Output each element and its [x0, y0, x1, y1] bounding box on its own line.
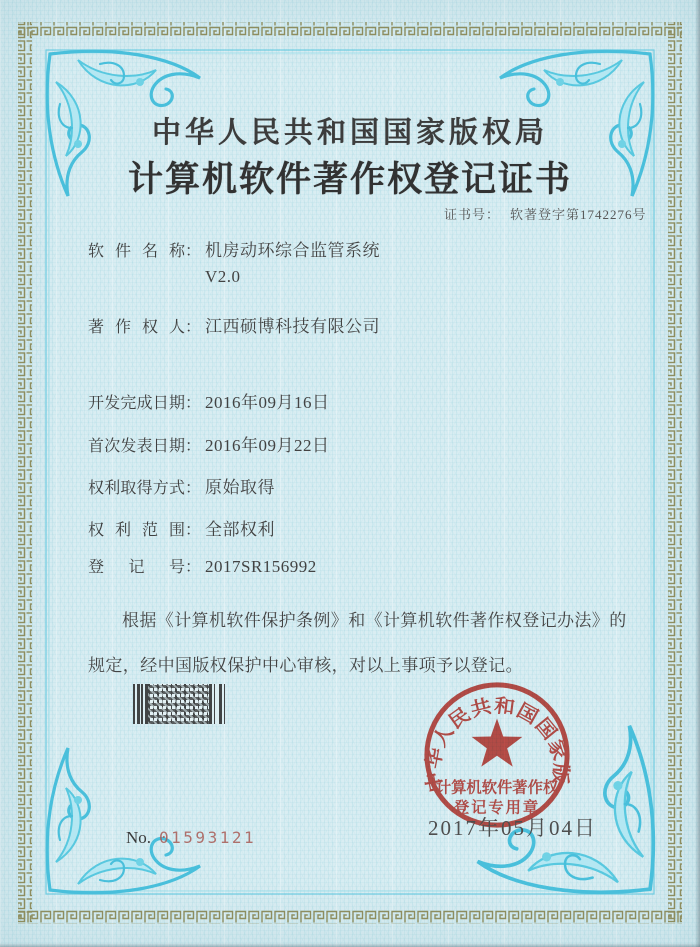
field-colon: ：	[185, 438, 202, 455]
field-value	[205, 433, 330, 459]
copyright-owner-value: 江西硕博科技有限公司	[205, 317, 380, 336]
certificate-number-line	[444, 204, 647, 223]
certificate-number-label: 证书号：	[444, 207, 501, 222]
field-colon: ：	[185, 319, 202, 336]
corner-flourish-bottom-left	[47, 748, 200, 893]
field-value	[205, 314, 380, 340]
serial-number-line	[126, 828, 256, 848]
field-row-copyright-owner	[88, 314, 380, 340]
barcode-stop-bars	[209, 684, 225, 724]
software-name-line1: 机房动环综合监管系统	[205, 241, 380, 260]
registration-statement: 根据《计算机软件保护条例》和《计算机软件著作权登记办法》的规定，经中国版权保护中心审核，对以上事项予以登记。	[88, 611, 627, 675]
field-row-software-name	[88, 238, 380, 290]
field-row-right-scope	[88, 517, 275, 543]
field-row-first-publish-date	[88, 433, 330, 459]
serial-number-value: 01593121	[159, 828, 257, 847]
field-label: 软件名称	[88, 243, 185, 260]
field-label: 著作权人	[88, 319, 185, 336]
copyright-office-seal	[418, 676, 576, 834]
field-row-right-acquisition	[88, 475, 275, 501]
field-colon: ：	[185, 522, 202, 539]
barcode-start-bars	[133, 684, 148, 724]
right-acquisition-value: 原始取得	[205, 478, 275, 497]
seal-inner-line1: 计算机软件著作权	[435, 779, 559, 797]
certificate-number-value: 软著登字第1742276号	[510, 207, 647, 222]
issue-date: 2017年05月04日	[428, 816, 597, 840]
field-label: 首次发表日期	[88, 438, 185, 455]
barcode	[133, 684, 225, 724]
certificate-title: 计算机软件著作权登记证书	[127, 160, 572, 199]
field-label: 登记号	[88, 559, 185, 576]
field-label: 权利取得方式	[88, 480, 185, 497]
field-value	[205, 238, 380, 290]
meander-border-bottom	[18, 910, 682, 924]
seal-ring-text: 中华人民共和国国家版	[423, 695, 571, 794]
field-colon: ：	[185, 395, 202, 412]
field-label: 开发完成日期	[88, 395, 185, 412]
field-colon: ：	[185, 480, 202, 497]
field-colon: ：	[185, 559, 202, 576]
meander-border-top	[18, 22, 682, 36]
first-publish-date-value: 2016年09月22日	[205, 436, 330, 455]
field-value	[205, 554, 317, 580]
right-scope-value: 全部权利	[205, 520, 275, 539]
field-label: 权利范围	[88, 522, 185, 539]
software-name-line2: V2.0	[205, 267, 241, 286]
field-colon: ：	[185, 243, 202, 260]
dev-complete-date-value: 2016年09月16日	[205, 393, 330, 412]
field-value	[205, 390, 330, 416]
field-row-registration-number	[88, 554, 317, 580]
registration-number-value: 2017SR156992	[205, 557, 317, 576]
barcode-data-modules	[148, 684, 209, 724]
issuing-authority-title: 中华人民共和国国家版权局	[151, 117, 548, 149]
seal-inner-line2: 登记专用章	[453, 799, 541, 817]
field-value	[205, 517, 275, 543]
field-value	[205, 475, 275, 501]
serial-number-label: No.	[126, 828, 152, 847]
seal-star-icon	[472, 718, 523, 766]
field-row-dev-complete-date	[88, 390, 330, 416]
